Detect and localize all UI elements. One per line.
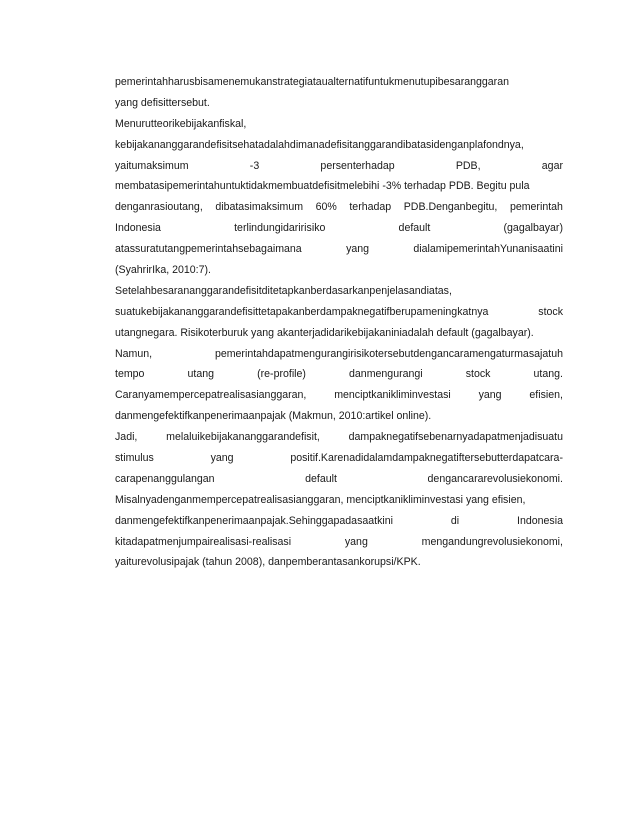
text-word: carapenanggulangan <box>115 472 215 485</box>
text-word: persenterhadap <box>320 159 395 172</box>
text-word: 60% <box>315 201 337 214</box>
text-word: (re-profile) <box>257 368 306 381</box>
text-word: menciptkanikliminvestasi <box>334 389 451 402</box>
text-word: dengancararevolusiekonomi. <box>427 472 563 485</box>
text-word: (gagalbayar) <box>503 222 563 235</box>
text-line <box>115 427 563 448</box>
text-word: Caranyamempercepatrealisasianggaran, <box>115 389 307 402</box>
text-word: stimulus <box>115 452 154 465</box>
text-word: melaluikebijakananggarandefisit, <box>166 431 320 444</box>
text-word: yang <box>344 535 368 548</box>
text-line <box>115 197 563 218</box>
text-word: pemerintah <box>509 201 563 214</box>
text-line <box>115 364 563 385</box>
text-line: (SyahrirIka, 2010:7). <box>115 264 211 277</box>
text-line <box>115 239 563 260</box>
text-line: yaiturevolusipajak (tahun 2008), danpemberantasankorupsi/KPK. <box>115 556 421 569</box>
text-word: danmengurangi <box>349 368 423 381</box>
text-line: pemerintahharusbisamenemukanstrategiataualternatifuntukmenutupibesaranggaran <box>115 76 509 88</box>
text-word: default <box>398 222 431 235</box>
text-word: yang <box>210 452 234 465</box>
text-line <box>115 156 563 177</box>
text-line <box>115 302 563 323</box>
text-word: Indonesia <box>115 222 161 235</box>
text-word: yaitumaksimum <box>115 159 189 172</box>
text-word: positif.Karenadidalamdampaknegatiftersebutterdapatcara- <box>290 452 563 465</box>
text-word: dialamipemerintahYunanisaatini <box>413 243 563 256</box>
text-word: yang <box>346 243 370 256</box>
text-word: agar <box>541 159 563 172</box>
text-word: efisien, <box>529 389 563 402</box>
text-line <box>115 218 563 239</box>
text-word: terlindungidaririsiko <box>234 222 326 235</box>
text-line: utangnegara. Risikoterburuk yang akanterjadidarikebijakaniniadalah default (gagalbayar). <box>115 326 534 339</box>
text-line <box>115 469 563 490</box>
text-word: dampaknegatifsebenarnyadapatmenjadisuatu <box>348 431 563 444</box>
text-word: utang <box>187 368 215 381</box>
text-line: danmengefektifkanpenerimaanpajak (Makmun, 2010:artikel online). <box>115 410 432 423</box>
text-word: terhadap <box>349 201 392 214</box>
text-word: mengandungrevolusiekonomi, <box>421 535 563 548</box>
text-word: yang <box>478 389 502 402</box>
text-word: -3 <box>249 159 260 172</box>
text-word: Jadi, <box>115 431 138 444</box>
text-word: danmengefektifkanpenerimaanpajak.Sehinggapadasaatkini <box>115 514 393 527</box>
text-word: pemerintahdapatmengurangirisikotersebutdengancaramengaturmasajatuh <box>214 347 563 360</box>
text-word: kitadapatmenjumpairealisasi-realisasi <box>115 535 292 548</box>
text-word: tempo <box>115 368 145 381</box>
text-word: stock <box>465 368 491 381</box>
text-line <box>115 511 563 532</box>
text-line <box>115 532 563 553</box>
text-line <box>115 448 563 469</box>
text-word: utang. <box>533 368 563 381</box>
text-word: PDB, <box>455 159 481 172</box>
text-line: yang defisittersebut. <box>115 96 210 109</box>
text-word: denganrasioutang, <box>115 201 203 214</box>
text-word: suatukebijakananggarandefisittetapakanberdampaknegatifberupameningkatnya <box>115 305 489 318</box>
text-word: di <box>450 514 460 527</box>
text-line <box>115 385 563 406</box>
text-line: Menurutteorikebijakanfiskal, <box>115 117 247 130</box>
text-word: dibatasimaksimum <box>215 201 304 214</box>
text-word: Indonesia <box>517 514 563 527</box>
text-line: Misalnyadenganmempercepatrealisasianggaran, menciptkanikliminvestasi yang efisien, <box>115 493 526 506</box>
text-line: membatasipemerintahuntuktidakmembuatdefisitmelebihi -3% terhadap PDB. Begitu pula <box>115 180 530 193</box>
text-line <box>115 344 563 365</box>
text-word: Namun, <box>115 347 153 360</box>
body-text <box>115 72 563 573</box>
text-word: default <box>305 472 337 485</box>
text-word: PDB.Denganbegitu, <box>403 201 498 214</box>
text-word: stock <box>538 305 563 318</box>
text-word: atassuratutangpemerintahsebagaimana <box>115 243 302 256</box>
text-line: kebijakananggarandefisitsehatadalahdimanadefisitanggarandibatasidenganplafondnya, <box>115 138 524 151</box>
text-line: Setelahbesarananggarandefisitditetapkanberdasarkanpenjelasandiatas, <box>115 284 452 297</box>
